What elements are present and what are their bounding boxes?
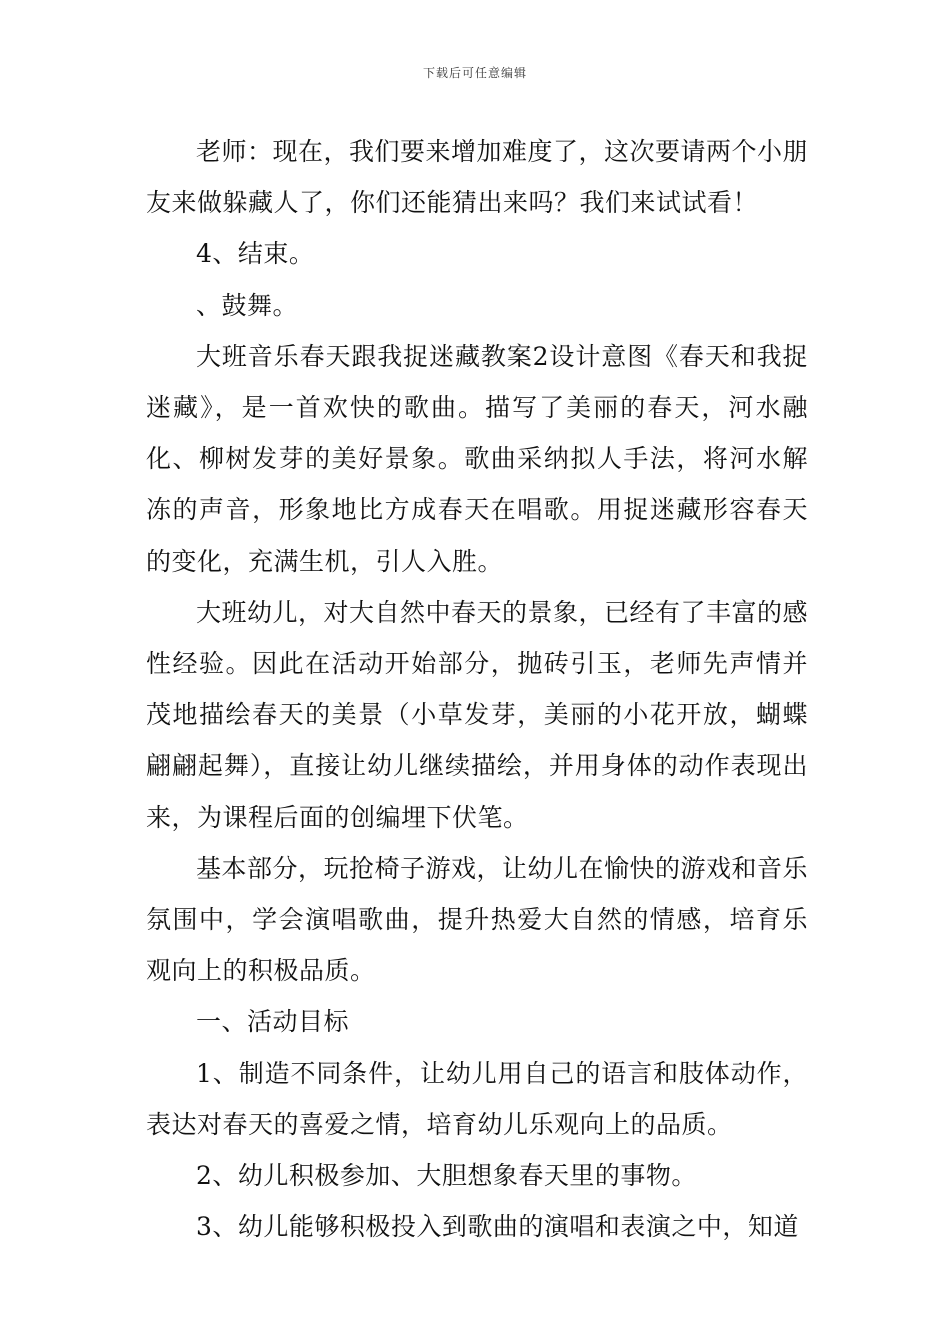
section-heading: 一、活动目标: [196, 1007, 350, 1037]
paragraph: 大班幼儿，对大自然中春天的景象，已经有了丰富的感性经验。因此在活动开始部分，抛砖引玉，老师先声情并茂地描绘春天的美景（小草发芽，美丽的小花开放，蝴蝶翩翩起舞），直接让幼儿继续描绘，并用身体的动作表现出来，为课程后面的创编埋下伏笔。: [146, 597, 809, 832]
document-body: [146, 126, 808, 1252]
paragraph: 2、幼儿积极参加、大胆想象春天里的事物。: [196, 1161, 697, 1191]
paragraph: 4、结束。: [196, 239, 315, 269]
paragraph: 基本部分，玩抢椅子游戏，让幼儿在愉快的游戏和音乐氛围中，学会演唱歌曲，提升热爱大自然的情感，培育乐观向上的积极品质。: [146, 853, 809, 986]
page-header: 下载后可任意编辑: [422, 66, 527, 80]
paragraph: 老师：现在，我们要来增加难度了，这次要请两个小朋友来做躲藏人了，你们还能猜出来吗？我们来试试看！: [146, 137, 809, 218]
paragraph: 、鼓舞。: [196, 290, 299, 320]
paragraph: 1、制造不同条件，让幼儿用自己的语言和肢体动作，表达对春天的喜爱之情，培育幼儿乐观向上的品质。: [146, 1058, 808, 1139]
paragraph: 大班音乐春天跟我捉迷藏教案2设计意图《春天和我捉迷藏》，是一首欢快的歌曲。描写了美丽的春天，河水融化、柳树发芽的美好景象。歌曲采纳拟人手法，将河水解冻的声音，形象地比方成春天在唱歌。用捉迷藏形容春天的变化，充满生机，引人入胜。: [146, 341, 808, 576]
paragraph: 3、幼儿能够积极投入到歌曲的演唱和表演之中，知道: [196, 1212, 799, 1242]
